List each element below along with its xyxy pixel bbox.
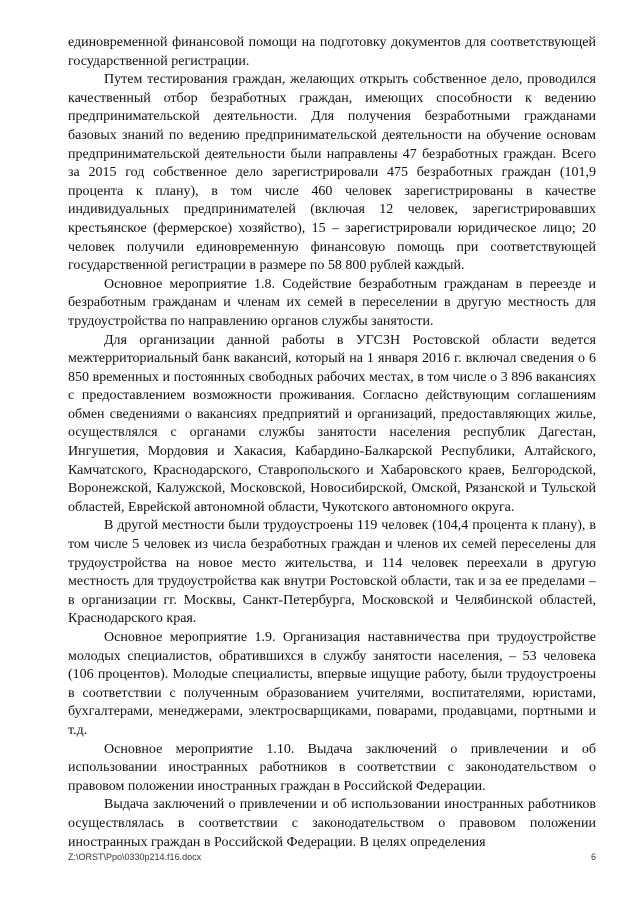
paragraph-measure-1-8: Основное мероприятие 1.8. Содействие безработным гражданам в переезде и безработным гражданам и членам их семей в переселении в другую местность для трудоустройства по направлению органов службы занятости. [68,276,596,329]
paragraph-conclusions: Выдача заключений о привлечении и об использовании иностранных работников осуществлялась в соответствии с законодательством о правовом положении иностранных граждан в Российской Федерации. В целях определения [68,797,596,850]
paragraph-measure-1-10: Основное мероприятие 1.10. Выдача заключений о привлечении и об использовании иностранных работников в соответствии с законодательством о правовом положении иностранных граждан в Российской Федерации. [68,741,596,794]
paragraph-measure-1-9: Основное мероприятие 1.9. Организация наставничества при трудоустройстве молодых специалистов, обратившихся в службу занятости населения, – 53 человека (106 процентов). Молодые специалисты, впервые ищущие работу, были трудоустроены в соответствии с полученным образованием учителями, воспитателями, юристами, бухгалтерами, менеджерами, электросварщиками, поварами, продавцами, портными и т.д. [68,630,596,738]
paragraph-relocation: В другой местности были трудоустроены 119 человек (104,4 процента к плану), в том числе 5 человек из числа безработных граждан и членов их семей переселены для трудоустройства на новое место жительства, и 114 человек переехали в другую местность для трудоустройства как внутри Ростовской области, так и за ее пределами – в организации гг. Москвы, Санкт-Петербурга, Московской и Челябинской областей, Краснодарского края. [68,518,596,627]
footer-page-number: 6 [590,852,596,862]
paragraph-continuation: единовременной финансовой помощи на подготовку документов для соответствующей государственной регистрации. [68,35,596,69]
footer-file-path: Z:\ORST\Ppo\0330p214.f16.docx [68,852,202,862]
document-body [68,34,596,852]
paragraph-testing: Путем тестирования граждан, желающих открыть собственное дело, проводился качественный отбор безработных граждан, имеющих способности к ведению предпринимательской деятельности. Для получения безработными гражданами базовых знаний по ведению предпринимательской деятельности на обучение основам предпринимательской деятельности были направлены 47 безработных граждан. Всего за 2015 год собственное дело зарегистрировали 475 безработных граждан (101,9 процента к плану), в том числе 460 человек зарегистрированы в качестве индивидуальных предпринимателей (включая 12 человек, зарегистрировавших крестьянское (фермерское) хозяйство), 15 – зарегистрировали юридическое лицо; 20 человек получили единовременную финансовую помощь при соответствующей государственной регистрации в размере по 58 800 рублей каждый. [68,72,596,274]
paragraph-vacancy-bank: Для организации данной работы в УГСЗН Ростовской области ведется межтерриториальный банк вакансий, который на 1 января 2016 г. включал сведения о 6 850 временных и постоянных свободных рабочих местах, в том числе о 3 896 вакансиях с предоставлением возможности проживания. Согласно действующим соглашениям обмен сведениями о вакансиях предприятий и организаций, предоставляющих жилье, осуществлялся с органами службы занятости населения республик Дагестан, Ингушетия, Мордовия и Хакасия, Кабардино-Балкарской Республики, Алтайского, Камчатского, Краснодарского, Ставропольского и Хабаровского краев, Белгородской, Воронежской, Калужской, Московской, Новосибирской, Омской, Рязанской и Тульской областей, Еврейской автономной области, Чукотского автономного округа. [68,332,596,515]
